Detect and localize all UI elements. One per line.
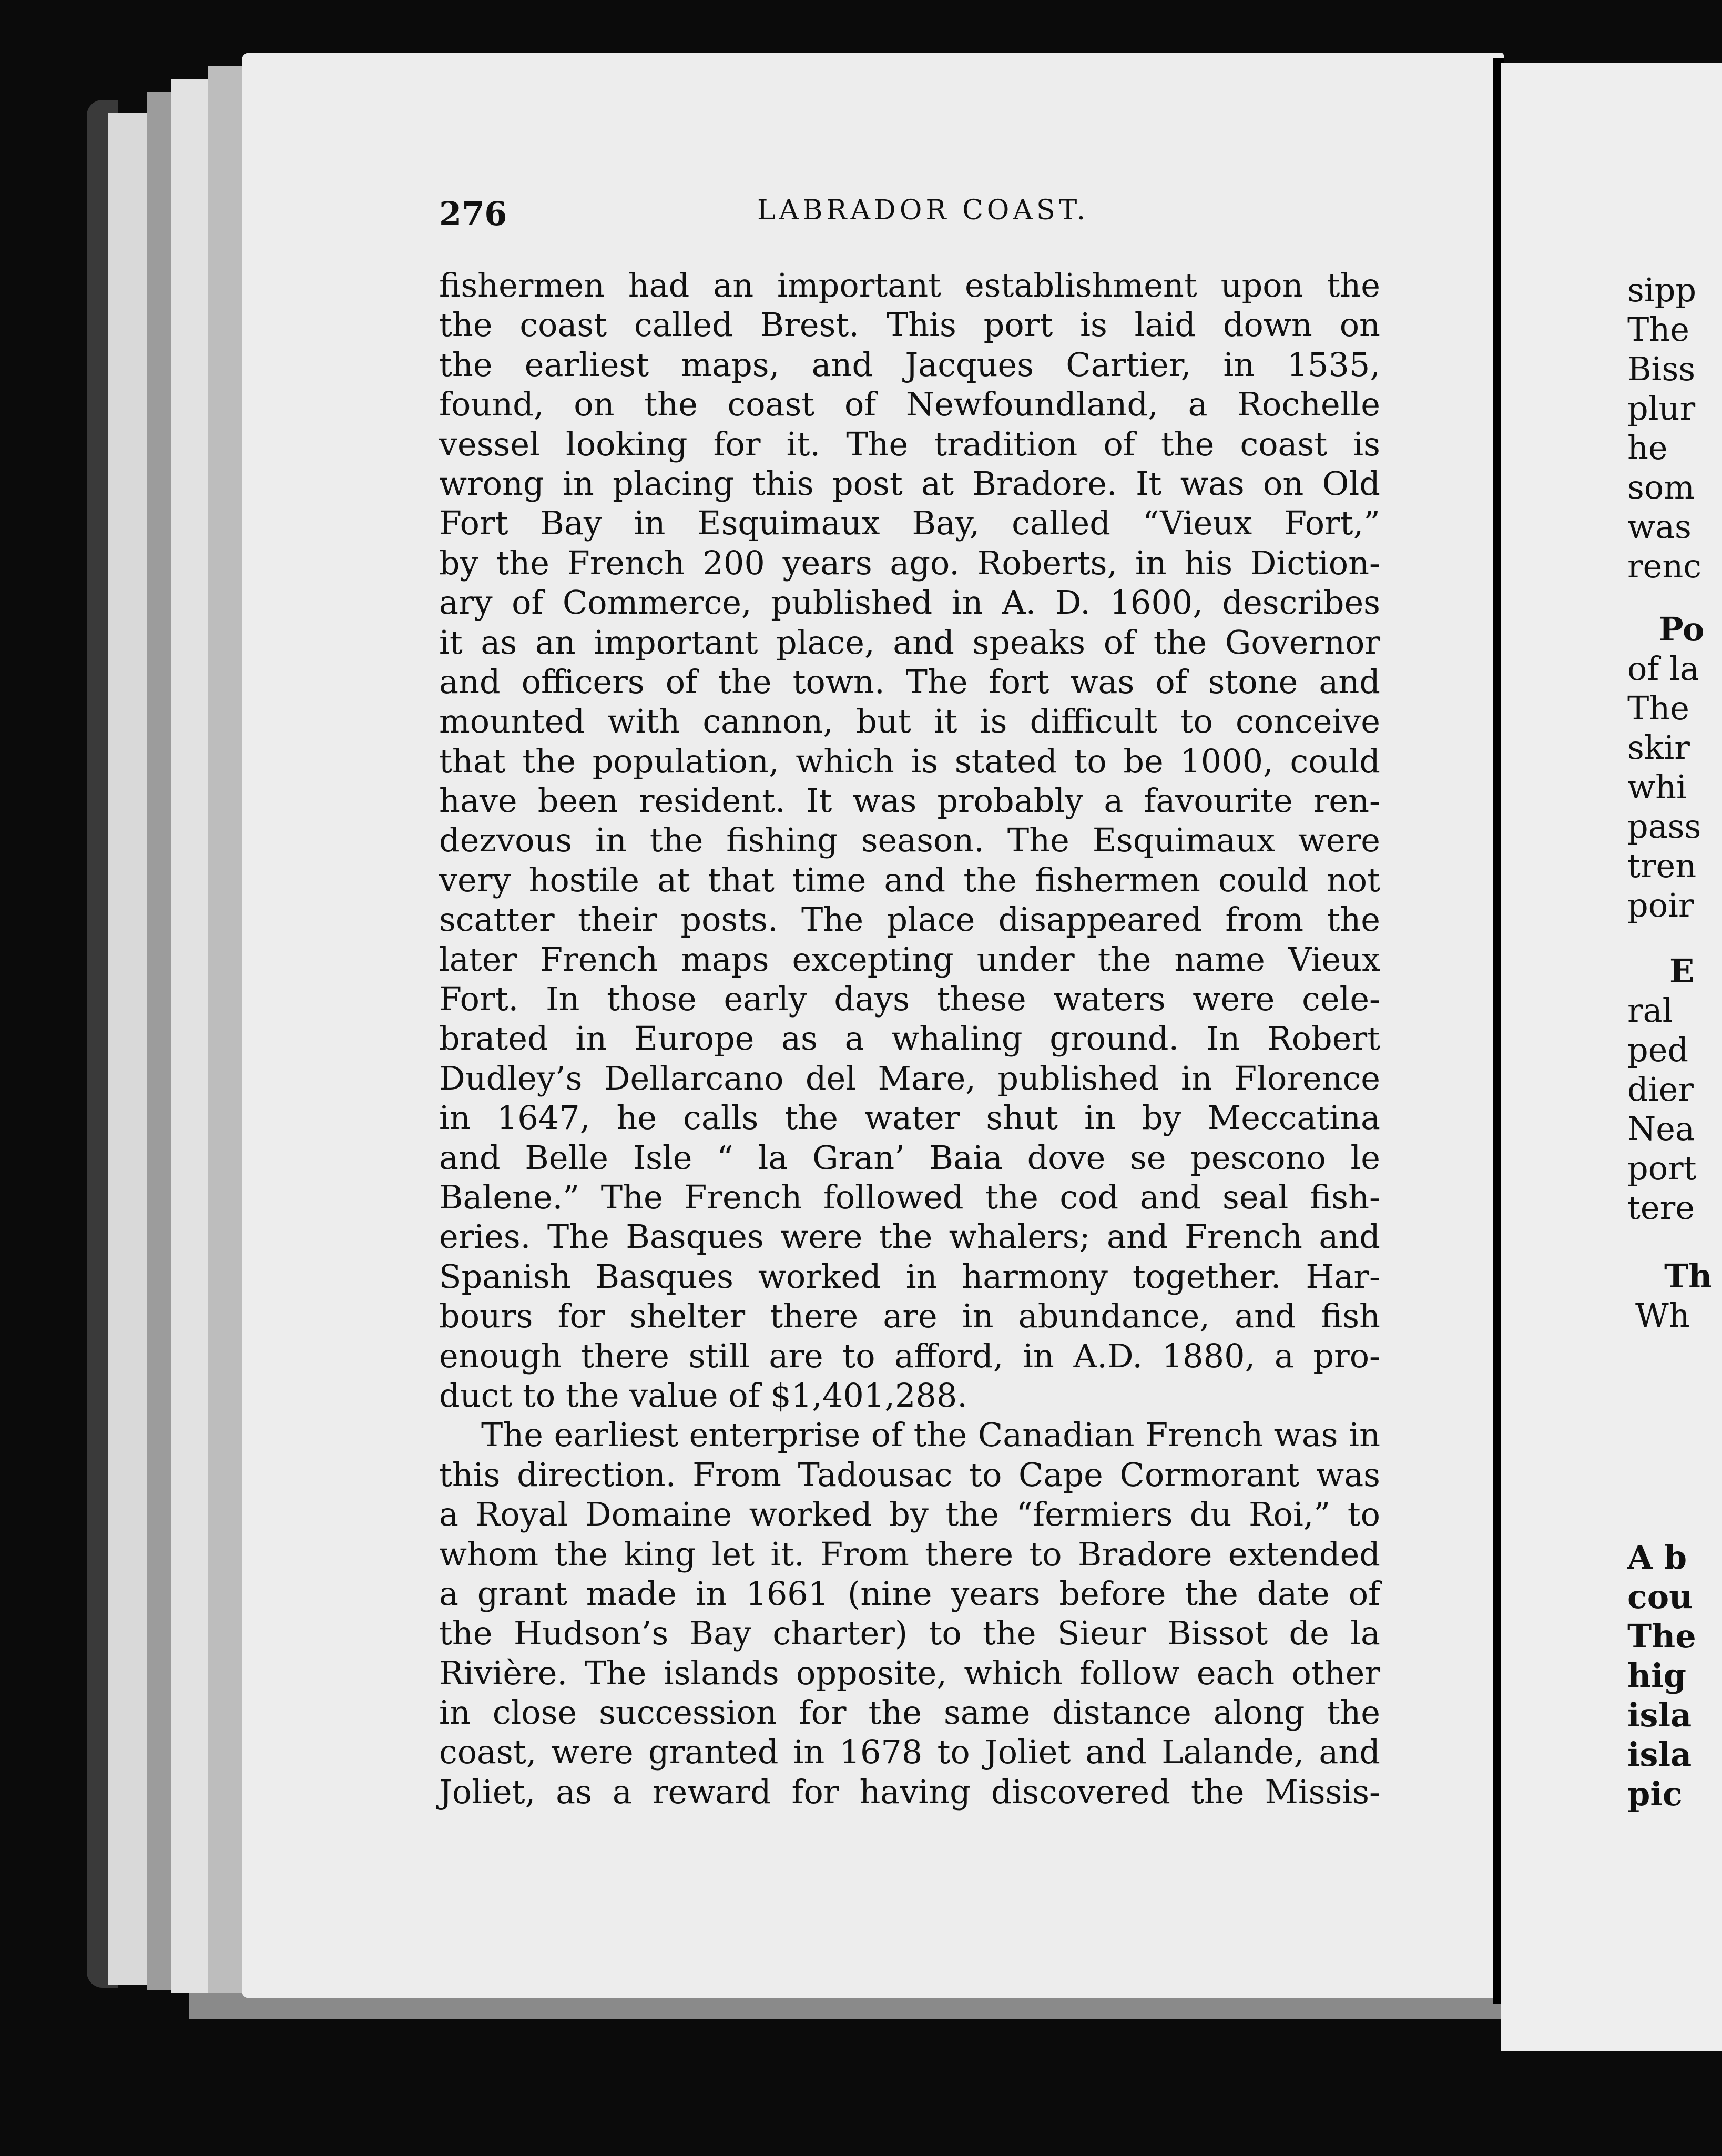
right-page-line: sipp — [1627, 271, 1697, 309]
text-line: in 1647, he calls the water shut in by Meccatina — [439, 1099, 1380, 1137]
text-line: the coast called Brest. This port is laid down on — [439, 306, 1380, 344]
text-line: eries. The Basques were the whalers; and French and — [439, 1217, 1380, 1256]
text-line: scatter their posts. The place disappeared from the — [439, 900, 1380, 939]
text-line: have been resident. It was probably a favourite ren- — [439, 781, 1380, 820]
right-page-line: whi — [1627, 768, 1687, 806]
text-line: Rivière. The islands opposite, which follow each other — [439, 1653, 1380, 1692]
right-page-line: E — [1669, 952, 1695, 990]
body-text — [439, 266, 1380, 1812]
right-page-line: skir — [1627, 728, 1690, 767]
text-line: enough there still are to afford, in A.D. 1880, a pro- — [439, 1336, 1380, 1375]
right-page-line: tren — [1627, 847, 1697, 885]
text-line: found, on the coast of Newfoundland, a Rochelle — [439, 385, 1380, 424]
text-line: vessel looking for it. The tradition of the coast is — [439, 424, 1380, 463]
text-line: and officers of the town. The fort was of stone and — [439, 662, 1380, 701]
text-line: bours for shelter there are in abundance, and fish — [439, 1297, 1380, 1336]
right-page-line: isla — [1627, 1735, 1692, 1774]
right-page-line: dier — [1627, 1070, 1694, 1108]
text-line: dezvous in the fishing season. The Esquimaux were — [439, 821, 1380, 860]
right-page-line: cou — [1627, 1578, 1693, 1616]
right-page-line: renc — [1627, 547, 1701, 585]
right-page-line: of la — [1627, 649, 1699, 688]
text-line: that the population, which is stated to be 1000, could — [439, 741, 1380, 780]
right-page-line: Po — [1659, 610, 1705, 648]
right-page-line: The — [1627, 1617, 1696, 1655]
right-page-line: Wh — [1635, 1296, 1690, 1335]
text-line: the earliest maps, and Jacques Cartier, in 1535, — [439, 345, 1380, 384]
right-page — [1501, 63, 1722, 2051]
text-line: it as an important place, and speaks of the Governor — [439, 623, 1380, 662]
text-line: a grant made in 1661 (nine years before the date of — [439, 1574, 1380, 1613]
page-stack-edge — [108, 113, 147, 1985]
text-line: Joliet, as a reward for having discovered the Missis- — [439, 1772, 1380, 1811]
right-page-line: Th — [1664, 1257, 1713, 1295]
text-line: by the French 200 years ago. Roberts, in his Diction- — [439, 543, 1380, 582]
right-page-line: pic — [1627, 1775, 1683, 1813]
text-line: later French maps excepting under the name Vieux — [439, 940, 1380, 979]
right-page-line: ped — [1627, 1031, 1689, 1069]
running-title: LABRADOR COAST. — [757, 195, 1089, 226]
text-line: very hostile at that time and the fishermen could not — [439, 860, 1380, 899]
right-page-line: pass — [1627, 807, 1701, 846]
text-line: this direction. From Tadousac to Cape Cormorant was — [439, 1455, 1380, 1494]
text-line: wrong in placing this post at Bradore. It was on Old — [439, 464, 1380, 503]
right-page-line: som — [1627, 468, 1695, 506]
text-line: whom the king let it. From there to Bradore extended — [439, 1534, 1380, 1573]
text-line: the Hudson’s Bay charter) to the Sieur Bissot de la — [439, 1614, 1380, 1653]
right-page-line: he — [1627, 429, 1668, 467]
text-line: The earliest enterprise of the Canadian French was in — [481, 1416, 1380, 1455]
text-line: duct to the value of $1,401,288. — [439, 1376, 967, 1415]
text-line: coast, were granted in 1678 to Joliet and Lalande, and — [439, 1733, 1380, 1772]
right-page-line: The — [1627, 310, 1689, 349]
right-page-line: was — [1627, 507, 1692, 546]
right-page-line: A b — [1627, 1538, 1687, 1577]
text-line: and Belle Isle “ la Gran’ Baia dove se pescono le — [439, 1138, 1380, 1177]
text-line: brated in Europe as a whaling ground. In Robert — [439, 1019, 1380, 1058]
text-line: mounted with cannon, but it is difficult to conceive — [439, 702, 1380, 741]
right-page-line: ral — [1627, 991, 1673, 1030]
page-number: 276 — [439, 195, 507, 233]
right-page-line: tere — [1627, 1188, 1695, 1227]
right-page-line: port — [1627, 1149, 1697, 1187]
right-page-line: poir — [1627, 886, 1694, 924]
right-page-line: hig — [1627, 1656, 1686, 1695]
right-page-line: plur — [1627, 389, 1696, 428]
page-stack-edge — [208, 66, 247, 2001]
right-page-line: The — [1627, 689, 1689, 727]
text-line: Spanish Basques worked in harmony together. Har- — [439, 1257, 1380, 1296]
right-page-line: Biss — [1627, 350, 1696, 388]
text-line: in close succession for the same distance along the — [439, 1693, 1380, 1732]
right-page-line: isla — [1627, 1696, 1692, 1734]
text-line: a Royal Domaine worked by the “fermiers du Roi,” to — [439, 1495, 1380, 1534]
text-line: Balene.” The French followed the cod and seal fish- — [439, 1177, 1380, 1216]
right-page-line: Nea — [1627, 1110, 1695, 1148]
text-line: fishermen had an important establishment upon the — [439, 266, 1380, 304]
text-line: Fort Bay in Esquimaux Bay, called “Vieux Fort,” — [439, 504, 1380, 543]
text-line: Fort. In those early days these waters were cele- — [439, 980, 1380, 1019]
text-line: ary of Commerce, published in A. D. 1600, describes — [439, 583, 1380, 622]
text-line: Dudley’s Dellarcano del Mare, published in Florence — [439, 1059, 1380, 1097]
